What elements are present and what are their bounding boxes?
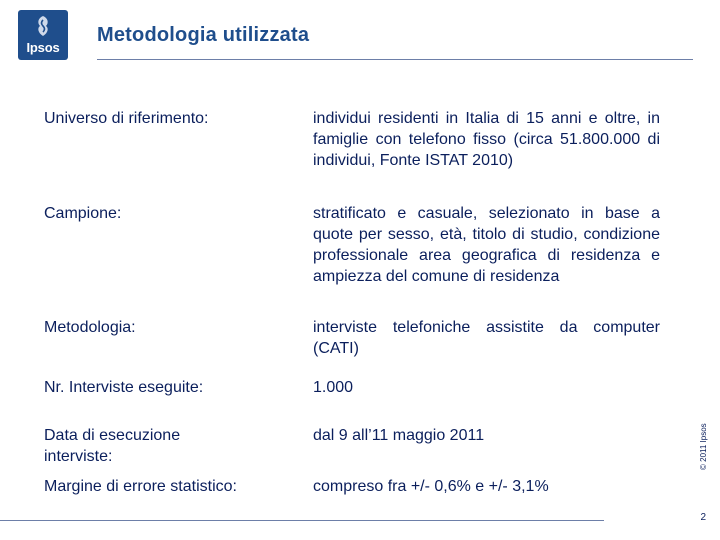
page-number: 2 xyxy=(700,512,706,523)
page-title: Metodologia utilizzata xyxy=(97,24,310,46)
label-campione: Campione: xyxy=(44,205,122,222)
ipsos-logo xyxy=(18,10,68,60)
ipsos-emblem-icon xyxy=(34,15,52,37)
value-data-esecuzione: dal 9 all’11 maggio 2011 xyxy=(313,427,485,444)
value-margine-errore: compreso fra +/- 0,6% e +/- 3,1% xyxy=(313,478,549,495)
value-nr-interviste: 1.000 xyxy=(313,379,354,396)
label-nr-interviste: Nr. Interviste eseguite: xyxy=(44,379,204,396)
label-data-esecuzione: Data di esecuzione interviste: xyxy=(44,427,181,465)
value-metodologia: interviste telefoniche assistite da computer (CATI) xyxy=(313,319,660,357)
label-margine-errore: Margine di errore statistico: xyxy=(44,478,237,495)
copyright-notice: © 2011 Ipsos xyxy=(699,423,708,470)
footer-divider xyxy=(0,520,604,521)
logo-text: Ipsos xyxy=(26,40,60,55)
value-campione: stratificato e casuale, selezionato in base a quote per sesso, età, titolo di studio, condizione professionale area geografica di residenza e ampiezza del comune di residenza xyxy=(313,205,660,285)
title-divider xyxy=(97,59,693,60)
value-universo: individui residenti in Italia di 15 anni e oltre, in famiglie con telefono fisso (circa 51.800.000 di individui, Fonte ISTAT 2010) xyxy=(313,110,660,169)
label-universo: Universo di riferimento: xyxy=(44,110,209,127)
label-metodologia: Metodologia: xyxy=(44,319,136,336)
